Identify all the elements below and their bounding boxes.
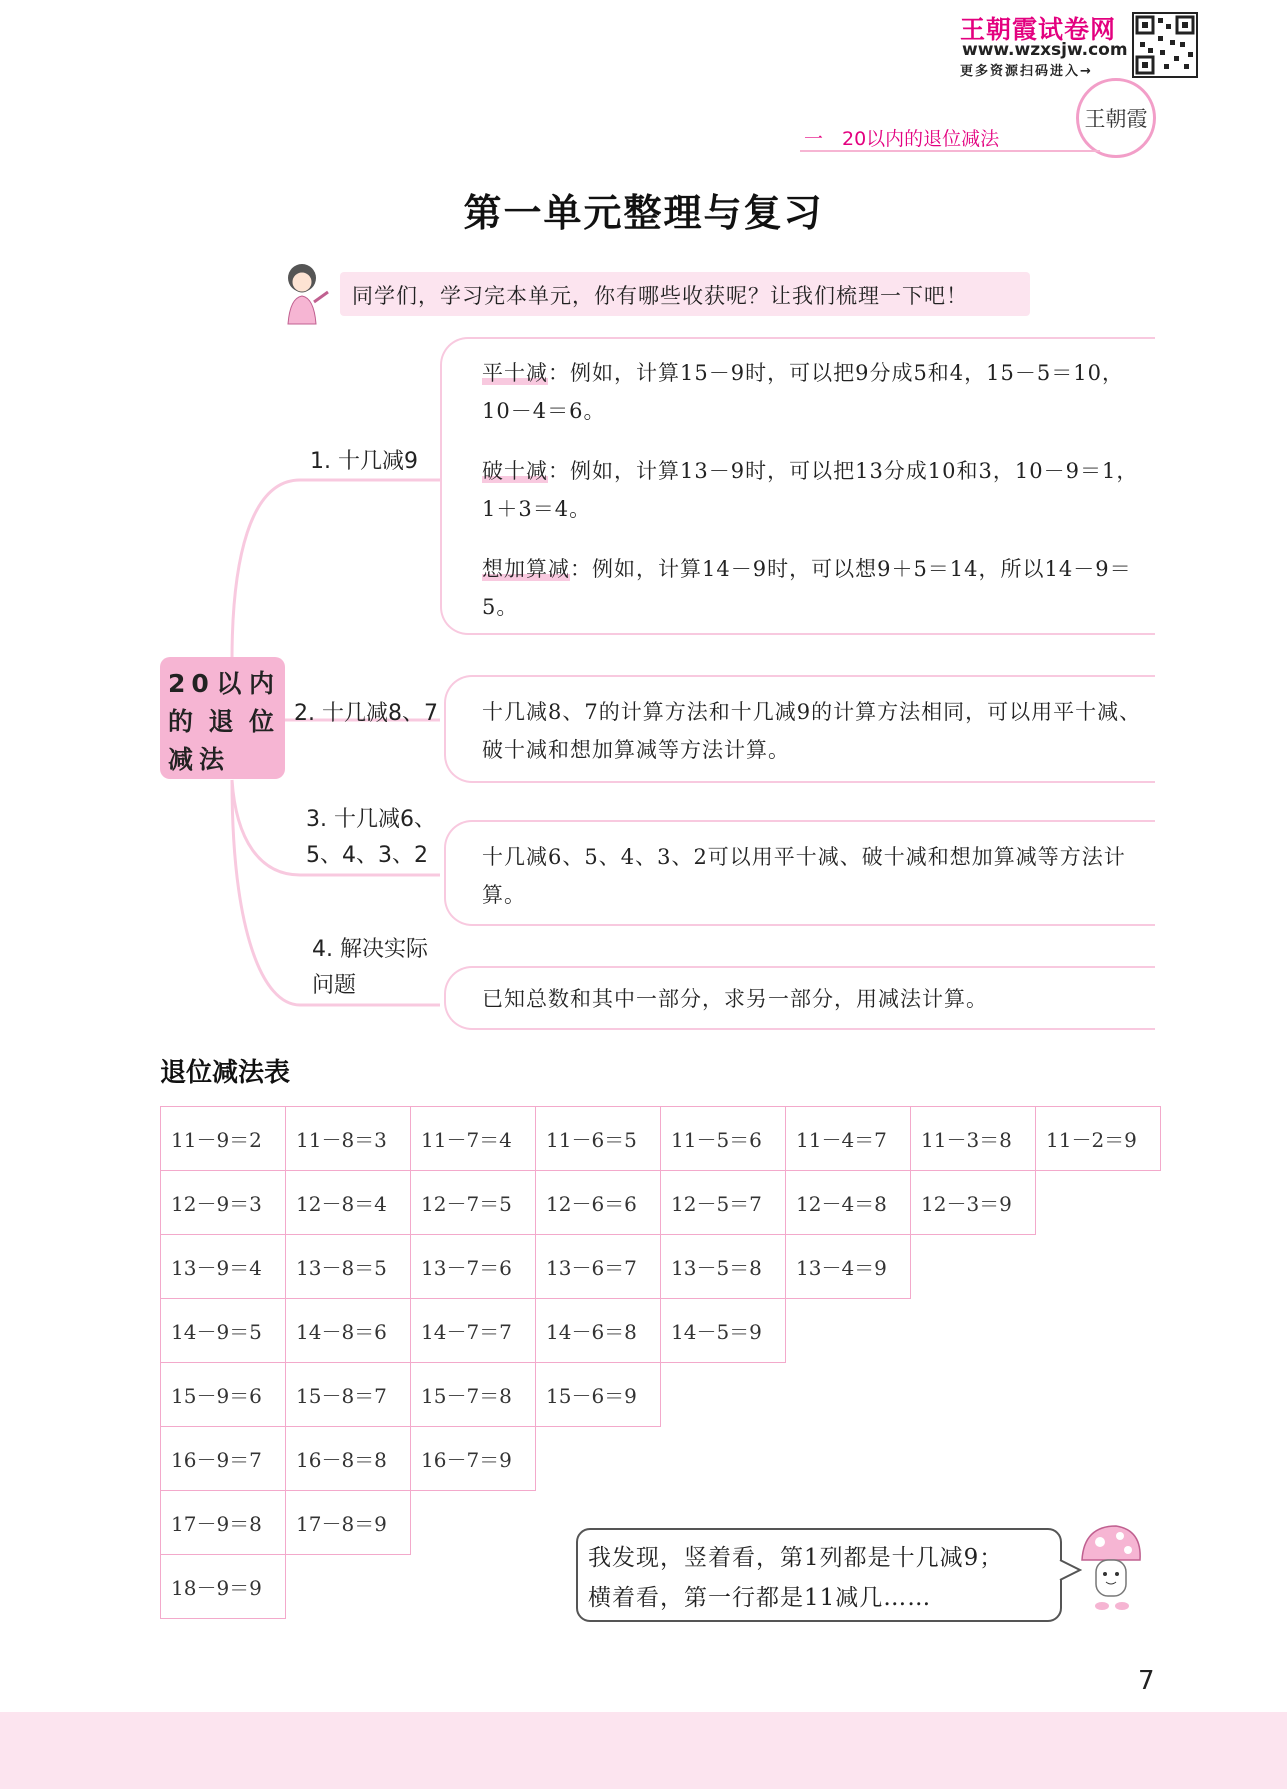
branch-label-3: 3. 十几减6、5、4、3、2 [306, 807, 436, 868]
branch-label-4: 4. 解决实际问题 [312, 937, 428, 998]
table-cell: 14－5＝9 [661, 1299, 786, 1363]
table-cell: 11－8＝3 [286, 1107, 411, 1171]
table-cell: 12－4＝8 [786, 1171, 911, 1235]
table-empty-cell [536, 1427, 661, 1491]
method-ping-shi [482, 354, 1147, 430]
table-row [161, 1107, 1161, 1171]
table-cell: 15－7＝8 [411, 1363, 536, 1427]
table-empty-cell [661, 1363, 786, 1427]
speech-line-1: 我发现，竖着看，第1列都是十几减9； [588, 1545, 1004, 1571]
table-cell: 17－9＝8 [161, 1491, 286, 1555]
table-cell: 14－7＝7 [411, 1299, 536, 1363]
table-cell: 15－8＝7 [286, 1363, 411, 1427]
method-name: 想加算减 [482, 557, 570, 581]
table-cell: 11－9＝2 [161, 1107, 286, 1171]
table-empty-cell [1036, 1235, 1161, 1299]
table-row [161, 1171, 1161, 1235]
table-cell: 17－8＝9 [286, 1491, 411, 1555]
table-cell: 12－5＝7 [661, 1171, 786, 1235]
table-empty-cell [911, 1363, 1036, 1427]
table-cell: 12－6＝6 [536, 1171, 661, 1235]
method-name: 平十减 [482, 361, 548, 385]
page-title: 第一单元整理与复习 [463, 191, 824, 235]
mindmap-center-text: 20以内的退位减法 [168, 669, 280, 774]
table-cell: 15－9＝6 [161, 1363, 286, 1427]
method-text: ：例如，计算14－9时，可以想9＋5＝14，所以14－9＝5。 [482, 557, 1132, 619]
table-cell: 11－3＝8 [911, 1107, 1036, 1171]
table-row [161, 1235, 1161, 1299]
brand-url[interactable]: www.wzxsjw.com [962, 40, 1128, 60]
table-cell: 16－9＝7 [161, 1427, 286, 1491]
table-cell: 18－9＝9 [161, 1555, 286, 1619]
branch-text-2: 十几减8、7的计算方法和十几减9的计算方法相同，可以用平十减、破十减和想加算减等方法计算。 [482, 700, 1142, 762]
method-po-shi [482, 452, 1147, 528]
intro-text: 同学们，学习完本单元，你有哪些收获呢？让我们梳理一下吧！ [352, 284, 968, 308]
table-empty-cell [911, 1427, 1036, 1491]
table-cell: 11－5＝6 [661, 1107, 786, 1171]
table-cell: 13－4＝9 [786, 1235, 911, 1299]
table-empty-cell [411, 1491, 536, 1555]
table-row [161, 1363, 1161, 1427]
table-cell: 13－9＝4 [161, 1235, 286, 1299]
table-cell: 13－8＝5 [286, 1235, 411, 1299]
table-cell: 11－2＝9 [1036, 1107, 1161, 1171]
speech-line-2: 横着看，第一行都是11减几…… [588, 1585, 932, 1611]
table-cell: 14－9＝5 [161, 1299, 286, 1363]
page-number: 7 [1138, 1666, 1155, 1696]
table-empty-cell [286, 1555, 411, 1619]
table-cell: 12－8＝4 [286, 1171, 411, 1235]
table-cell: 13－7＝6 [411, 1235, 536, 1299]
table-empty-cell [661, 1427, 786, 1491]
table-cell: 14－8＝6 [286, 1299, 411, 1363]
branch-text-3: 十几减6、5、4、3、2可以用平十减、破十减和想加算减等方法计算。 [482, 845, 1126, 907]
table-cell: 12－7＝5 [411, 1171, 536, 1235]
table-cell: 12－9＝3 [161, 1171, 286, 1235]
table-cell: 11－6＝5 [536, 1107, 661, 1171]
table-cell: 12－3＝9 [911, 1171, 1036, 1235]
table-empty-cell [1036, 1363, 1161, 1427]
table-cell: 11－4＝7 [786, 1107, 911, 1171]
table-empty-cell [911, 1235, 1036, 1299]
table-cell: 16－8＝8 [286, 1427, 411, 1491]
table-cell: 14－6＝8 [536, 1299, 661, 1363]
table-cell: 13－6＝7 [536, 1235, 661, 1299]
table-cell: 15－6＝9 [536, 1363, 661, 1427]
mushroom-cartoon-icon [1076, 1520, 1146, 1620]
branch-label-1: 1. 十几减9 [310, 449, 418, 474]
table-empty-cell [1036, 1171, 1161, 1235]
table-empty-cell [1036, 1299, 1161, 1363]
table-empty-cell [786, 1427, 911, 1491]
table-row [161, 1427, 1161, 1491]
branch-label-2: 2. 十几减8、7 [294, 701, 438, 726]
method-text: ：例如，计算13－9时，可以把13分成10和3，10－9＝1，1＋3＝4。 [482, 459, 1139, 521]
table-empty-cell [411, 1555, 536, 1619]
table-empty-cell [911, 1299, 1036, 1363]
table-cell: 16－7＝9 [411, 1427, 536, 1491]
brand-seal-logo: 王朝霞 [1076, 78, 1156, 158]
table-empty-cell [786, 1299, 911, 1363]
table-empty-cell [1036, 1427, 1161, 1491]
method-text: ：例如，计算15－9时，可以把9分成5和4，15－5＝10，10－4＝6。 [482, 361, 1124, 423]
method-name: 破十减 [482, 459, 548, 483]
chapter-heading: 一 20以内的退位减法 [804, 128, 1000, 150]
table-row [161, 1299, 1161, 1363]
method-xiang-jia [482, 550, 1147, 626]
brand-title: 王朝霞试卷网 [960, 15, 1117, 44]
footer-band [0, 1712, 1287, 1789]
speech-text [588, 1538, 1003, 1618]
table-title: 退位减法表 [160, 1058, 291, 1088]
brand-more-text: 更多资源扫码进入→ [960, 64, 1093, 79]
table-cell: 13－5＝8 [661, 1235, 786, 1299]
table-cell: 11－7＝4 [411, 1107, 536, 1171]
branch-text-4: 已知总数和其中一部分，求另一部分，用减法计算。 [482, 987, 988, 1011]
table-empty-cell [786, 1363, 911, 1427]
